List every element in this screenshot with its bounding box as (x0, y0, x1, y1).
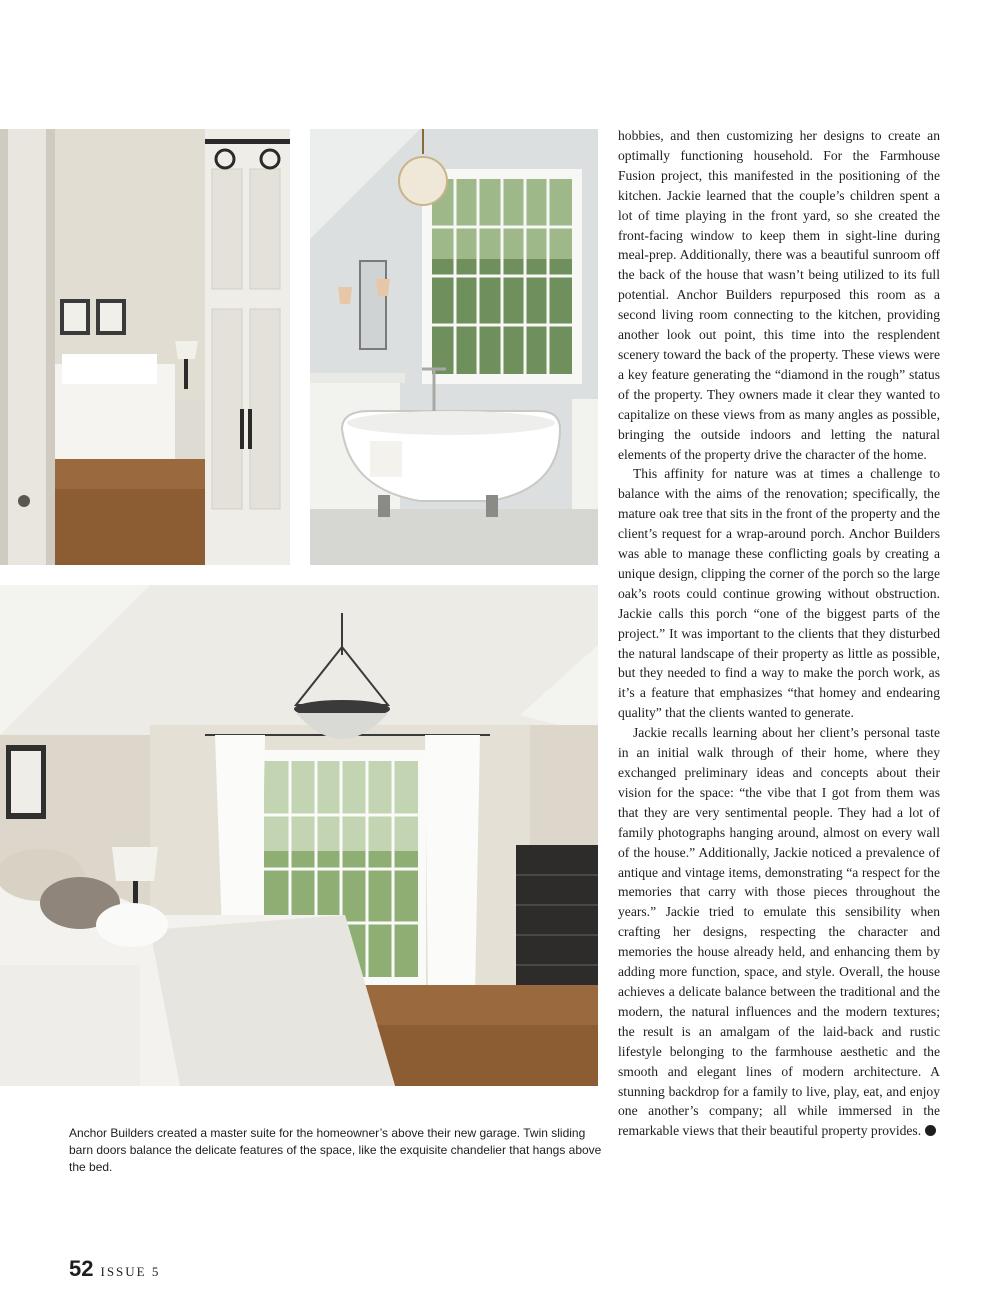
page-number: 52 (69, 1256, 94, 1281)
photo-hallway-barn-doors (0, 129, 290, 565)
photo-bathroom-clawfoot-tub (310, 129, 598, 565)
page-footer (69, 1256, 160, 1282)
article-body (618, 126, 940, 1141)
photo-master-bedroom-chandelier (0, 585, 598, 1086)
photo-caption: Anchor Builders created a master suite for the homeowner’s above their new garage. Twin sliding barn doors balance the delicate features of the space, like the exquisite chandelier that hangs above the bed. (69, 1126, 602, 1174)
end-mark-icon (925, 1125, 936, 1136)
article-paragraph: hobbies, and then customizing her designs to create an optimally functioning household. For the Farmhouse Fusion project, this manifested in the positioning of the kitchen. Jackie learned that the couple’s children spent a lot of time playing in the front yard, so she created the front-facing window to keep them in sight-line during meal-prep. Additionally, there was a beautiful sunroom off the back of the house that wasn’t being utilized to its full potential. Anchor Builders repurposed this room as a second living room connecting to the kitchen, providing another look out point, this time into the resplendent scenery toward the back of the property. These views were a key feature generating the “diamond in the rough” status of the property. They owners made it clear they wanted to capitalize on these views from as many angles as possible, bringing the outside indoors and letting the natural elements of the property drive the character of the home. (618, 128, 940, 462)
article-paragraph-text: Jackie recalls learning about her client’s personal taste in an initial walk through of their home, where they exchanged preliminary ideas and concepts about their vision for the space: “the vibe that I got from them was that they are very sentimental people. They had a lot of family photographs hanging around, almost on every wall of the house.” Additionally, Jackie noticed a prevalence of antique and vintage items, demonstrating “a respect for the memories that carry with those pieces throughout the years.” Jackie tried to emulate this sensibility when crafting her designs, respecting the character and memories the house already held, and enhancing them by adding more function, space, and style. Overall, the house achieves a delicate balance between the traditional and the modern, the natural influences and the modern textures; the result is an amalgam of the laid-back and rustic lifestyle belonging to the farmhouse aesthetic and the smooth and elegant lines of modern architecture. A stunning backdrop for a family to live, play, eat, and enjoy one another’s company; all while immersed in the remarkable views that their beautiful property provides. (618, 725, 940, 1139)
article-paragraph: This affinity for nature was at times a challenge to balance with the aims of the renovation; specifically, the mature oak tree that sits in the front of the property and the client’s request for a wrap-around porch. Anchor Builders was able to manage these conflicting goals by creating a unique design, clipping the corner of the porch so the large oak’s roots could continue growing without obstruction. Jackie calls this porch “one of the biggest parts of the project.” It was important to the clients that they disturbed the natural landscape of their property as little as possible, but they needed to find a way to make the porch work, as it’s a feature that emphasizes “that homey and endearing quality” that the clients wanted to generate. (618, 466, 940, 721)
issue-label: ISSUE 5 (100, 1264, 161, 1279)
article-paragraph-final (618, 723, 940, 1141)
